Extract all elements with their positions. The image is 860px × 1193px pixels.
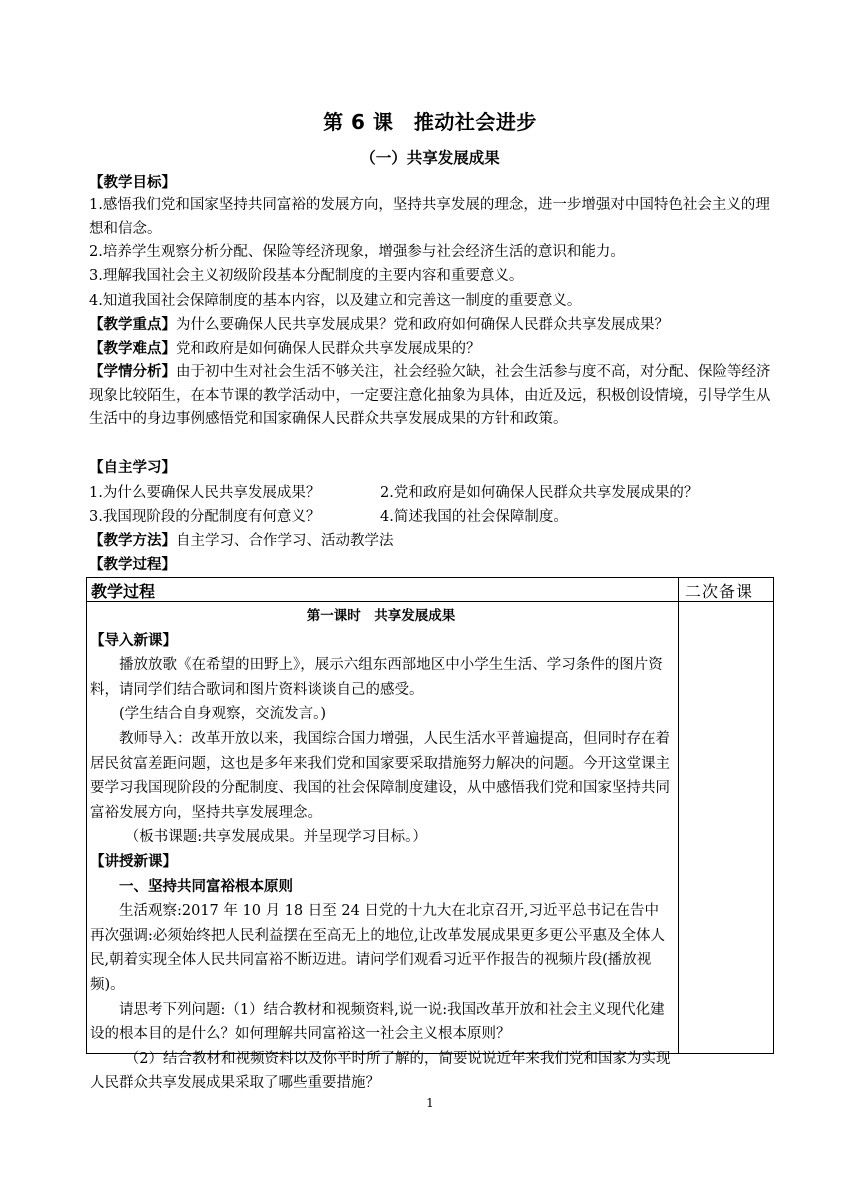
section-1-paragraph-3: （2）结合教材和视频资料以及你平时所了解的，简要说说近年来我们党和国家为实现人民群众共享发展成果采取了哪些重要措施？ [90, 1050, 671, 1092]
intro-paragraph-4: （板书课题:共享发展成果。并呈现学习目标。） [124, 829, 427, 846]
intro-paragraph-1: 播放放歌《在希望的田野上》，展示六组东西部地区中小学生生活、学习条件的图片资料，请同学们结合歌词和图片资料谈谈自己的感受。 [90, 657, 663, 698]
methods-label: 【教学方法】 [89, 533, 176, 549]
table-header-divider [87, 601, 773, 602]
key-points [89, 313, 669, 337]
self-study-heading: 【自主学习】 [89, 460, 176, 476]
table-header-second-prep: 二次备课 [685, 582, 754, 601]
lesson-title: 第 6 课 推动社会进步 [323, 110, 537, 134]
table-header-process: 教学过程 [91, 582, 156, 601]
lesson-period-title: 第一课时 共享发展成果 [306, 608, 456, 624]
analysis [89, 361, 779, 432]
objective-3: 3.理解我国社会主义初级阶段基本分配制度的主要内容和重要意义。 [89, 268, 524, 284]
difficult-points [89, 337, 481, 361]
self-study-q4: 4.简述我国的社会保障制度。 [380, 509, 568, 525]
objectives-heading: 【教学目标】 [89, 175, 176, 191]
self-study-q3: 3.我国现阶段的分配制度有何意义？ [89, 509, 321, 525]
difficult-points-text: 党和政府是如何确保人民群众共享发展成果的？ [176, 341, 481, 357]
self-study-q2: 2.党和政府是如何确保人民群众共享发展成果的？ [380, 485, 699, 501]
page-number: 1 [426, 1096, 434, 1110]
key-points-text: 为什么要确保人民共享发展成果？党和政府如何确保人民群众共享发展成果？ [176, 317, 669, 333]
section-1-heading: 一、坚持共同富裕根本原则 [119, 878, 293, 895]
process-cell [90, 604, 672, 1096]
section-1-paragraph-2: 请思考下列问题:（1）结合教材和视频资料,说一说:我国改革开放和社会主义现代化建设的根本目的是什么？如何理解共同富裕这一社会主义根本原则？ [90, 1001, 665, 1043]
process-table [86, 577, 774, 1092]
intro-paragraph-2: (学生结合自身观察，交流发言。) [119, 706, 327, 723]
section-1-paragraph-1: 生活观察:2017 年 10 月 18 日至 24 日党的十九大在北京召开,习近平总书记在告中再次强调:必须始终把人民利益摆在至高无上的地位,让改革发展成果更多更公平惠及全体人民,朝着实现全体人民共同富裕不断迈进。请问学们观看习近平作报告的视频片段(播放视频)。 [90, 903, 665, 993]
key-points-label: 【教学重点】 [89, 317, 176, 333]
self-study-q1: 1.为什么要确保人民共享发展成果？ [89, 485, 321, 501]
intro-heading: 【导入新课】 [90, 632, 177, 649]
methods-text: 自主学习、合作学习、活动教学法 [176, 533, 394, 549]
difficult-points-label: 【教学难点】 [89, 341, 176, 357]
lesson-subtitle: （一）共享发展成果 [360, 149, 500, 167]
objective-2: 2.培养学生观察分析分配、保险等经济现象，增强参与社会经济生活的意识和能力。 [89, 244, 625, 260]
analysis-text: 由于初中生对社会生活不够关注，社会经验欠缺，社会生活参与度不高，对分配、保险等经济现象比较陌生，在本节课的教学活动中，一定要注意化抽象为具体，由近及远，积极创设情境，引导学生从生活中的身边事例感悟党和国家确保人民群众共享发展成果的方针和政策。 [89, 364, 771, 427]
intro-paragraph-3: 教师导入：改革开放以来，我国综合国力增强，人民生活水平普遍提高，但同时存在着居民贫富差距问题，这也是多年来我们党和国家要采取措施努力解决的问题。今开这堂课主要学习我国现阶段的分配制度、我国的社会保障制度建设，从中感悟我们党和国家坚持共同富裕发展方向，坚持共享发展理念。 [90, 730, 670, 821]
analysis-label: 【学情分析】 [89, 364, 176, 380]
process-heading: 【教学过程】 [89, 557, 176, 573]
objective-4: 4.知道我国社会保障制度的基本内容，以及建立和完善这一制度的重要意义。 [89, 293, 582, 309]
table-column-divider [678, 578, 679, 1053]
new-lesson-heading: 【讲授新课】 [90, 853, 177, 870]
objective-1: 1.感悟我们党和国家坚持共同富裕的发展方向，坚持共享发展的理念，进一步增强对中国特色社会主义的理想和信念。 [89, 197, 770, 237]
methods [89, 529, 394, 553]
